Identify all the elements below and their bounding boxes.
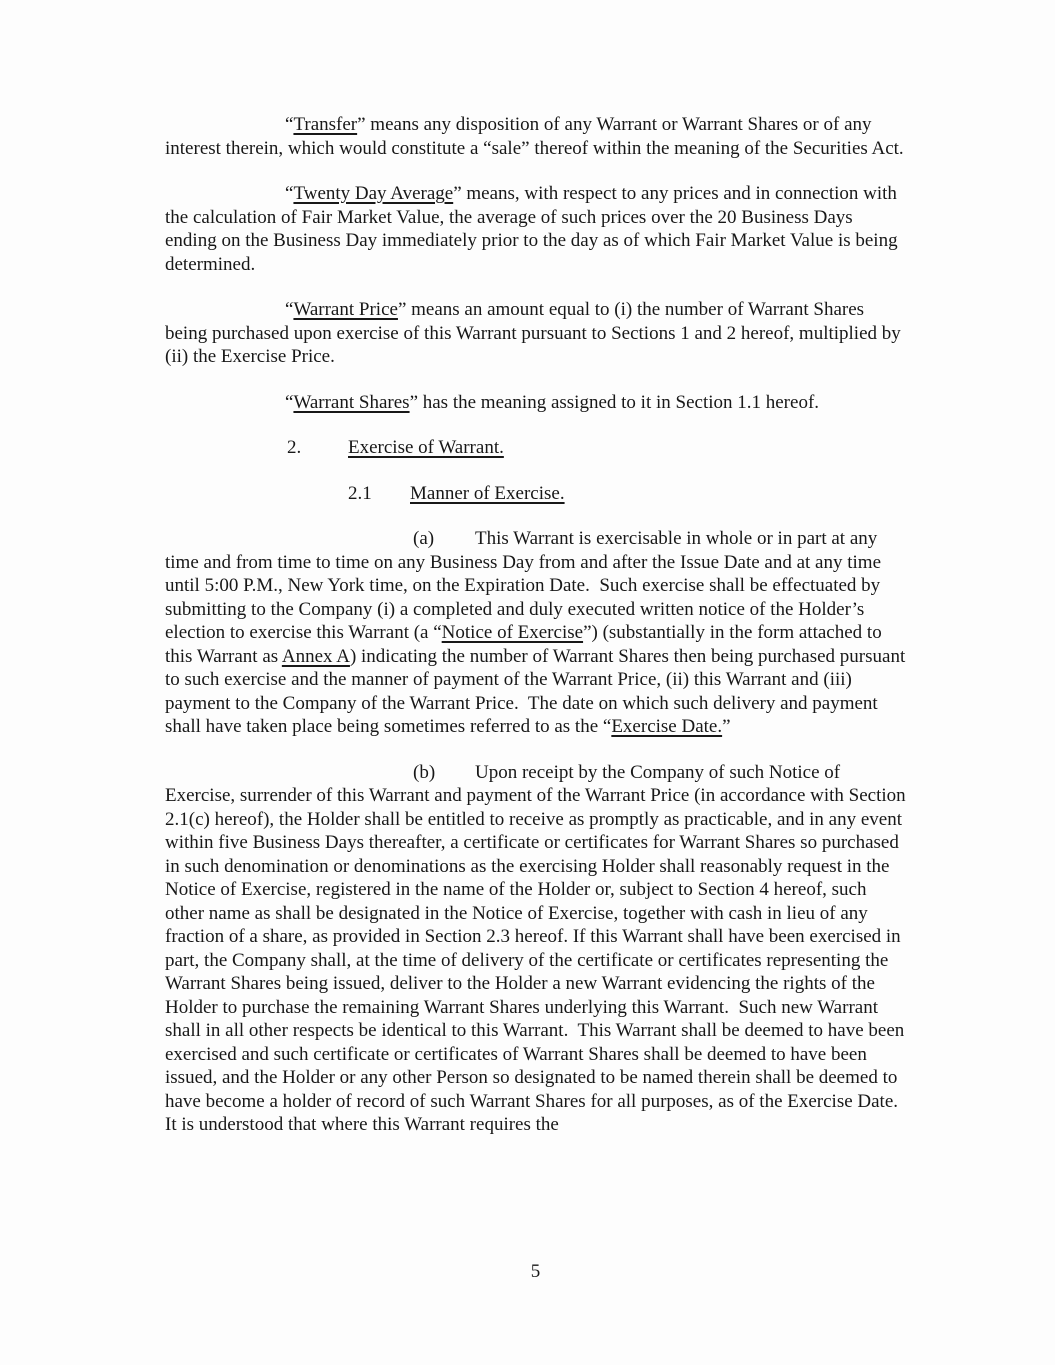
definition-paragraph-warrant-shares	[165, 391, 906, 415]
definition-paragraph-warrant-price	[165, 298, 906, 369]
text-run: ”	[722, 716, 731, 737]
text-run: ” means, with respect to any prices and in connection with the calculation of Fair Market Value, the average of such prices over the 20 Business Days ending on the Business Day immediately prior to the day as of which Fair Market Value is being determined.	[165, 183, 903, 275]
section-number: 2.	[287, 437, 302, 458]
defined-term-transfer: Transfer	[293, 114, 358, 135]
text-run: “	[285, 299, 294, 320]
defined-term-warrant-shares: Warrant Shares	[293, 391, 410, 413]
text-run: ) indicating the number of Warrant Shares then being purchased pursuant to such exercise and the manner of payment of the Warrant Price, (ii) this Warrant and (iii) payment to the Company of the Warrant Price. The date on which such delivery and payment shall have taken place being sometimes referred to as the “	[165, 645, 910, 737]
subsection-number: 2.1	[348, 482, 372, 504]
paragraph-b	[165, 761, 911, 1137]
text-run: “	[285, 114, 294, 135]
page-number: 5	[530, 1261, 541, 1282]
paragraph-marker-a: (a)	[413, 528, 435, 549]
definition-paragraph-twenty-day-average	[165, 182, 906, 276]
definition-paragraph-transfer	[165, 113, 906, 160]
section-heading-2-1	[165, 482, 906, 506]
section-title: Exercise of Warrant.	[348, 437, 504, 458]
defined-term-exercise-date: Exercise Date.	[611, 716, 723, 737]
paragraph-marker-b: (b)	[413, 761, 436, 783]
text-run: ” means any disposition of any Warrant or Warrant Shares or of any interest therein, which would constitute a “sale” thereof within the meaning of the Securities Act.	[165, 114, 904, 159]
subsection-title: Manner of Exercise.	[410, 482, 565, 504]
section-heading-2	[165, 436, 906, 460]
text-run: ” has the meaning assigned to it in Section 1.1 hereof.	[409, 391, 820, 413]
text-block	[165, 113, 911, 1159]
text-run: ” means an amount equal to (i) the number of Warrant Shares being purchased upon exercise of this Warrant pursuant to Sections 1 and 2 hereof, multiplied by (ii) the Exercise Price.	[165, 299, 906, 367]
defined-term-warrant-price: Warrant Price	[293, 299, 398, 320]
text-run: “	[285, 391, 294, 413]
text-run: This Warrant is exercisable in whole or in part at any time and from time to time on any Business Day from and after the Issue Date and at any time until 5:00 P.M., New York time, on the Expiration Date. Such exercise shall be effectuated by submitting to the Company (i) a completed and duly executed written notice of the Holder’s election to exercise this Warrant (a “	[165, 528, 886, 643]
annex-a-reference: Annex A	[281, 645, 350, 667]
defined-term-twenty-day-average: Twenty Day Average	[293, 183, 454, 204]
paragraph-a	[165, 527, 910, 739]
text-run: “	[285, 183, 294, 204]
text-run: Upon receipt by the Company of such Notice of Exercise, surrender of this Warrant and payment of the Warrant Price (in accordance with Section 2.1(c) hereof), the Holder shall be entitled to receive as promptly as practicable, and in any event within five Business Days thereafter, a certificate or certificates for Warrant Shares so purchased in such denomination or denominations as the exercising Holder shall reasonably request in the Notice of Exercise, registered in the name of the Holder or, subject to Section 4 hereof, such other name as shall be designated in the Notice of Exercise, together with cash in lieu of any fraction of a share, as provided in Section 2.3 hereof. If this Warrant shall have been exercised in part, the Company shall, at the time of delivery of the certificate or certificates representing the Warrant Shares being issued, deliver to the Holder a new Warrant evidencing the rights of the Holder to purchase the remaining Warrant Shares underlying this Warrant. Such new Warrant shall in all other respects be identical to this Warrant. This Warrant shall be deemed to have been exercised and such certificate or certificates of Warrant Shares shall be deemed to have been issued, and the Holder or any other Person so designated to be named therein shall be deemed to have become a holder of record of such Warrant Shares for all purposes, as of the Exercise Date. It is understood that where this Warrant requires the	[165, 761, 911, 1135]
text-run: ”) (substantially in the form attached to this Warrant as	[165, 622, 887, 667]
defined-term-notice-of-exercise: Notice of Exercise	[441, 622, 584, 643]
